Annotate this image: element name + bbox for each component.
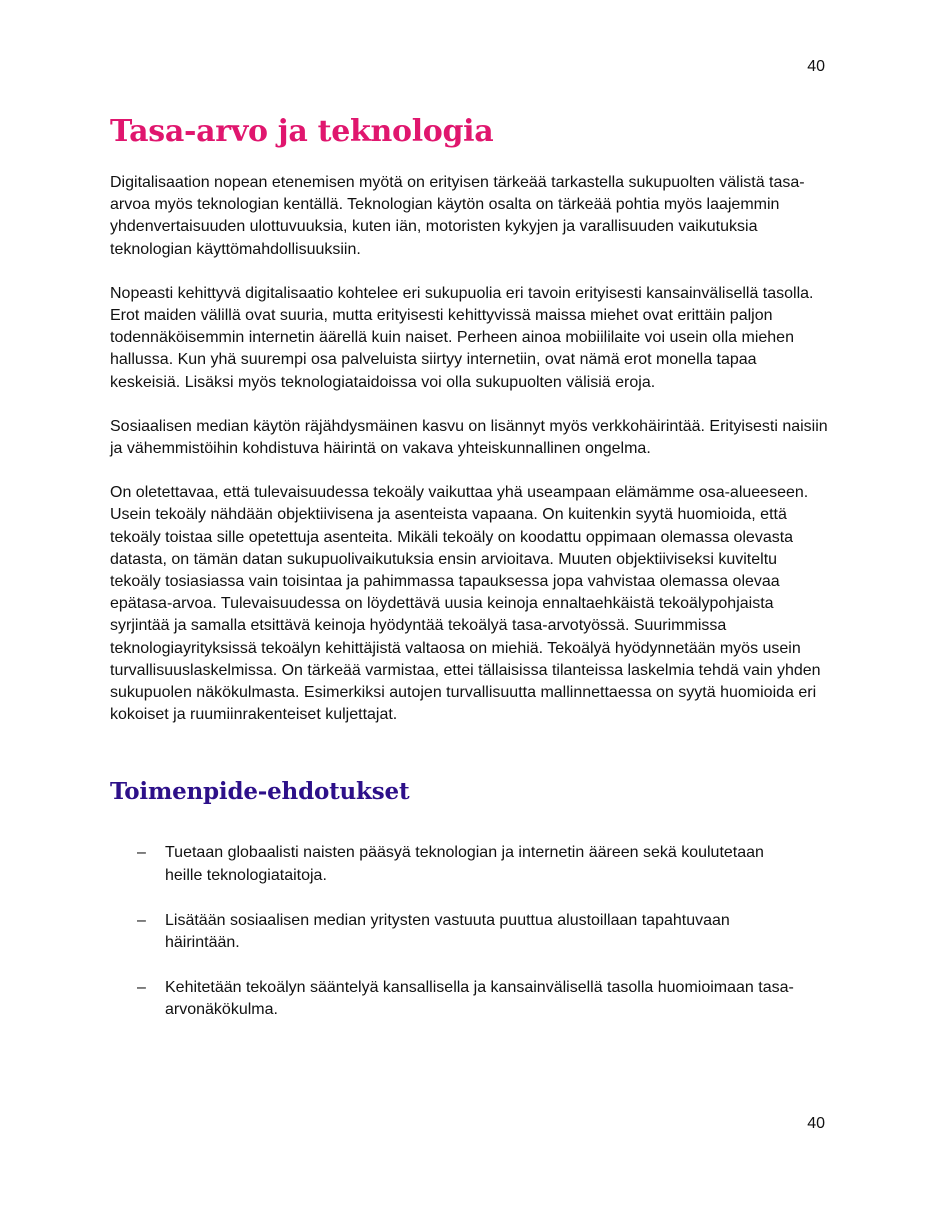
paragraph-intro: Digitalisaation nopean etenemisen myötä on erityisen tärkeää tarkastella sukupuolten välistä tasa-arvoa myös teknologian kentällä. Teknologian käytön osalta on tärkeää pohtia myös laajemmin yhdenvertaisuuden ulottuvuuksia, kuten iän, motoristen kykyjen ja varallisuuden vaikutuksia teknologian käyttömahdollisuuksiin. <box>110 174 805 258</box>
list-item-text: Kehitetään tekoälyn sääntelyä kansallisella ja kansainvälisellä tasolla huomioimaan tasa-arvonäkökulma. <box>165 979 794 1019</box>
page-number-bottom: 40 <box>807 1115 825 1132</box>
paragraph-ai: On oletettavaa, että tulevaisuudessa tekoäly vaikuttaa yhä useampaan elämämme osa-alueeseen. Usein tekoäly nähdään objektiivisena ja asenteista vapaana. On kuitenkin syytä huomioida, että tekoäly toistaa sille opetettuja asenteita. Mikäli tekoäly on koodattu oppimaan olemassa olevasta datasta, on tämän datan sukupuolivaikutuksia ensin arvioitava. Muuten objektiiviseksi kuviteltu tekoäly tosiasiassa vain toisintaa ja pahimmassa tapauksessa jopa vahvistaa olemassa olevaa epätasa-arvoa. Tulevaisuudessa on löydettävä uusia keinoja ennaltaehkäistä tekoälypohjaista syrjintää ja samalla etsittävä keinoja hyödyntää tekoälyä tasa-arvotyössä. Suurimmissa teknologiayrityksissä tekoälyn kehittäjistä valtaosa on miehiä. Tekoälyä hyödynnetään myös usein turvallisuuslaskelmissa. On tärkeää varmistaa, ettei tällaisissa tilanteissa laskelmia tehdä vain yhden sukupuolen näkökulmasta. Esimerkiksi autojen turvallisuutta mallinnettaessa on syytä huomioida eri kokoiset ja ruumiinrakenteiset kuljettajat. <box>110 484 821 724</box>
page-number-top: 40 <box>807 58 825 75</box>
list-item <box>110 977 805 1021</box>
section-heading: Toimenpide-ehdotukset <box>110 778 410 806</box>
page-content <box>110 112 830 1045</box>
dash-bullet-icon: – <box>137 911 146 929</box>
dash-bullet-icon: – <box>137 844 146 862</box>
list-item-text: Tuetaan globaalisti naisten pääsyä teknologian ja internetin ääreen sekä koulutetaan heille teknologiataitoja. <box>165 844 764 884</box>
page-title: Tasa-arvo ja teknologia <box>110 114 494 149</box>
dash-bullet-icon: – <box>137 979 146 997</box>
list-item-text: Lisätään sosiaalisen median yritysten vastuuta puuttua alustoillaan tapahtuvaan häirintään. <box>165 911 730 952</box>
proposal-list <box>110 842 830 1021</box>
paragraph-digitalisation: Nopeasti kehittyvä digitalisaatio kohtelee eri sukupuolia eri tavoin erityisesti kansainvälisellä tasolla. Erot maiden välillä ovat suuria, mutta erityisesti kehittyvissä maissa miehet ovat erittäin paljon todennäköisemmin internetin äärellä kuin naiset. Perheen ainoa mobiililaite voi usein olla miehen hallussa. Kun yhä suurempi osa palveluista siirtyy internetiin, ovat nämä erot monella tapaa keskeisiä. Lisäksi myös teknologiataidoissa voi olla sukupuolten välisiä eroja. <box>110 284 814 391</box>
list-item <box>110 910 805 954</box>
list-item <box>110 842 805 886</box>
paragraph-social-media: Sosiaalisen median käytön räjähdysmäinen kasvu on lisännyt myös verkkohäirintää. Erityisesti naisiin ja vähemmistöihin kohdistuva häirintä on vakava yhteiskunnallinen ongelma. <box>110 417 828 458</box>
